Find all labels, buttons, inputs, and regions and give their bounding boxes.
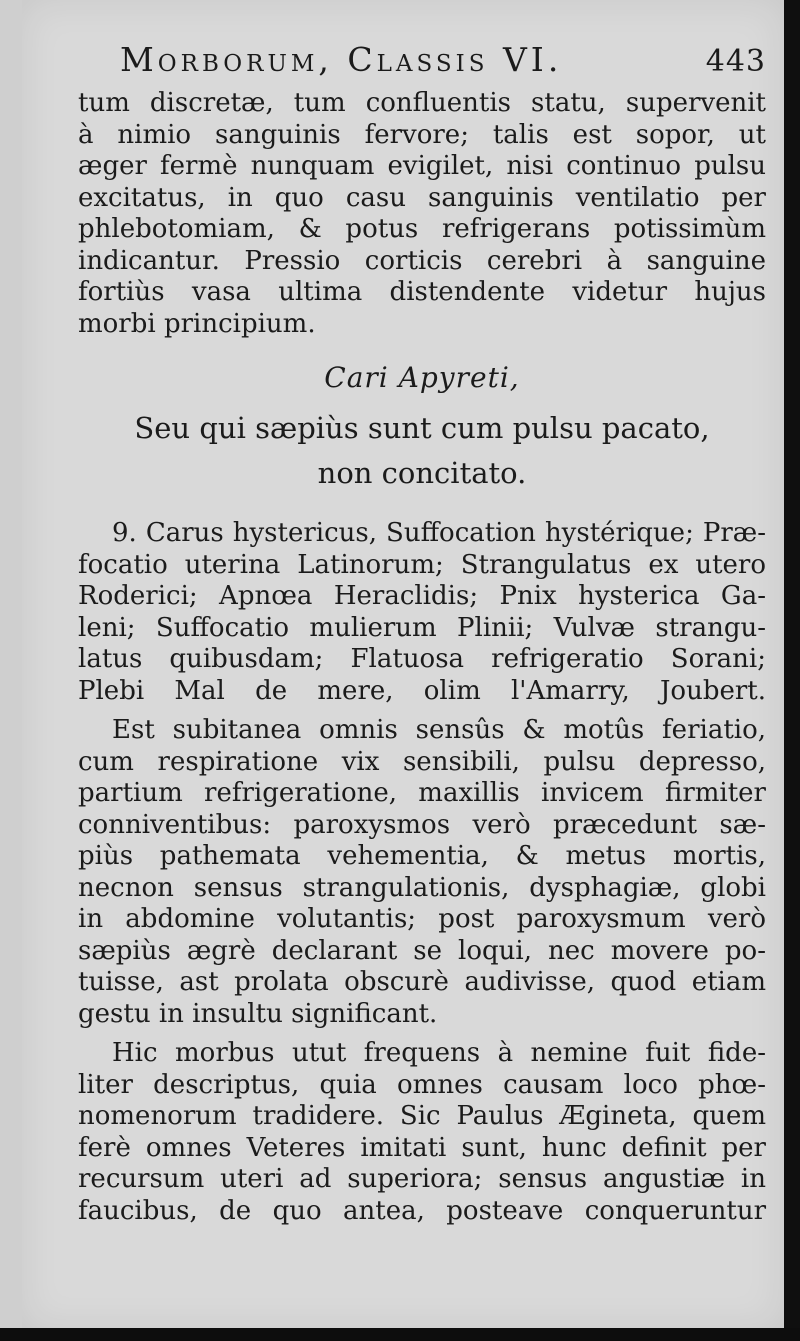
page-number: 443 — [705, 44, 766, 79]
section-title: Cari Apyreti, — [324, 361, 520, 394]
text-line: à nimio sanguinis fervore; talis est sopor, ut — [78, 119, 766, 150]
text-line: tum discretæ, tum confluentis statu, supervenit — [78, 88, 766, 118]
text-line: nomenorum tradidere. Sic Paulus Ægineta, quem — [78, 1101, 766, 1131]
text-line: necnon sensus strangulationis, dysphagiæ, globi — [78, 872, 766, 903]
text-line: Est subitanea omnis sensûs & motûs feriatio, — [112, 715, 766, 745]
text-line: æger fermè nunquam evigilet, nisi continuo pulsu — [78, 151, 766, 181]
paragraph-1 — [78, 88, 766, 340]
text-line: Roderici; Apnœa Heraclidis; Pnix hysterica Ga- — [78, 581, 766, 611]
text-line: indicantur. Pressio corticis cerebri à sanguine — [78, 245, 766, 276]
text-line: 9. Carus hystericus, Suffocation hystérique; Præ- — [112, 518, 766, 548]
paragraph-3 — [78, 715, 766, 1030]
text-line: Hic morbus utut frequens à nemine fuit fide- — [112, 1038, 766, 1068]
section-subtitle-line-1: Seu qui sæpiùs sunt cum pulsu pacato, — [134, 411, 710, 445]
text-line: tuisse, ast prolata obscurè audivisse, quod etiam — [78, 967, 766, 997]
text-line: faucibus, de quo antea, posteave conqueruntur — [78, 1195, 766, 1226]
page-left-margin — [0, 0, 22, 1341]
text-line: partium refrigeratione, maxillis invicem firmiter — [78, 778, 766, 808]
text-line: phlebotomiam, & potus refrigerans potissimùm — [78, 214, 766, 244]
book-page — [22, 0, 784, 1330]
text-line: liter descriptus, quia omnes causam loco phœ- — [78, 1069, 766, 1100]
text-line: in abdomine volutantis; post paroxysmum verò — [78, 904, 766, 934]
paragraph-2 — [78, 518, 766, 707]
text-line: focatio uterina Latinorum; Strangulatus ex utero — [78, 549, 766, 580]
text-line: leni; Suffocatio mulierum Plinii; Vulvæ strangu- — [78, 612, 766, 643]
text-line: sæpiùs ægrè declarant se loqui, nec movere po- — [78, 935, 766, 966]
text-line: gestu in insultu significant. — [78, 998, 438, 1029]
paragraph-4 — [78, 1038, 766, 1227]
running-title: Morborum, Classis VI. — [120, 40, 563, 79]
text-line: conniventibus: paroxysmos verò præcedunt sæ- — [78, 809, 766, 840]
section-subtitle-line-2: non concitato. — [317, 456, 527, 490]
text-line: excitatus, in quo casu sanguinis ventilatio per — [78, 182, 766, 213]
text-line: morbi principium. — [78, 308, 316, 339]
text-line: ferè omnes Veteres imitati sunt, hunc definit per — [78, 1132, 766, 1163]
running-head — [120, 40, 766, 88]
text-line: cum respiratione vix sensibili, pulsu depresso, — [78, 746, 766, 777]
text-line: piùs pathemata vehementia, & metus mortis, — [78, 841, 766, 871]
text-line: Plebi Mal de mere, olim l'Amarry, Joubert. — [78, 675, 766, 706]
page-right-shadow — [784, 0, 800, 1341]
text-line: latus quibusdam; Flatuosa refrigeratio Sorani; — [78, 644, 766, 674]
text-line: fortiùs vasa ultima distendente videtur hujus — [78, 277, 766, 307]
page-bottom-shadow — [0, 1328, 800, 1341]
text-line: recursum uteri ad superiora; sensus angustiæ in — [78, 1164, 766, 1194]
page-text — [78, 40, 766, 1227]
